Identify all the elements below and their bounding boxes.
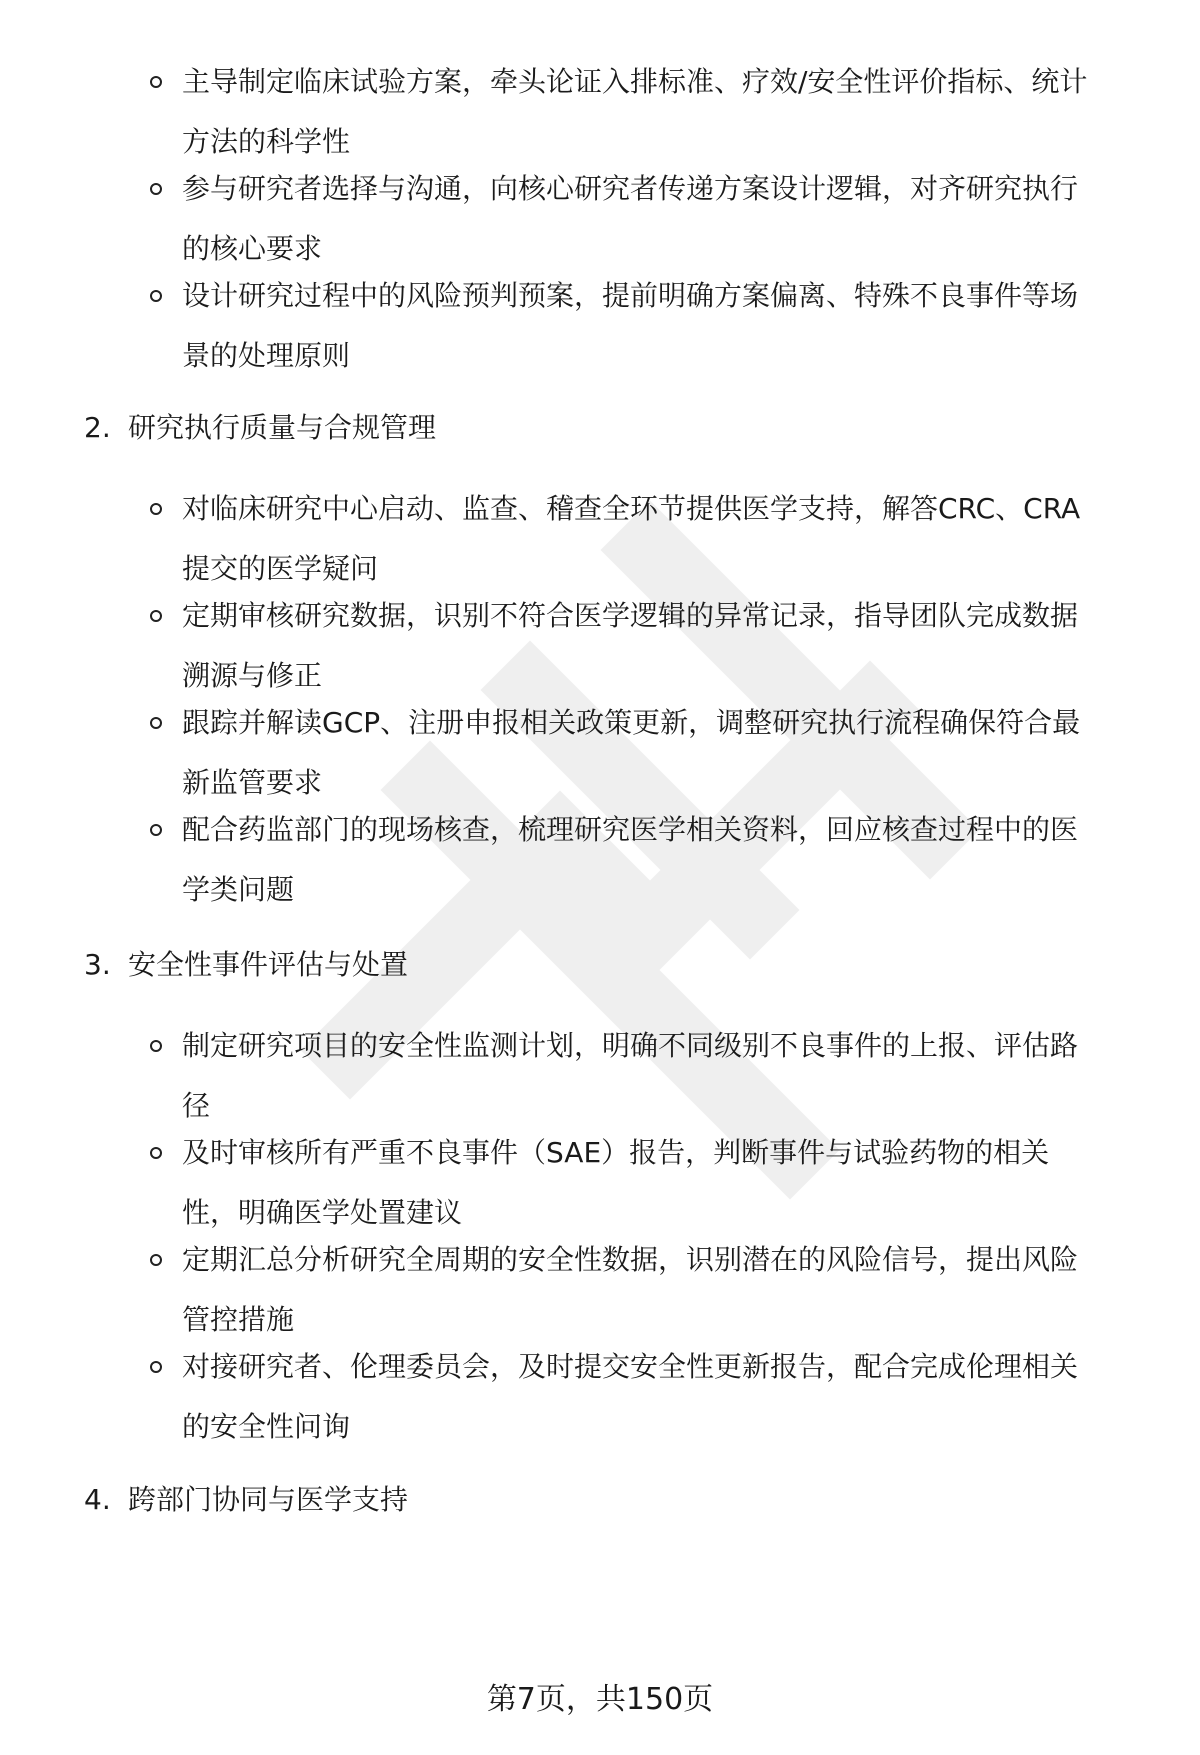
- section-heading: [84, 408, 436, 448]
- list-item: 制定研究项目的安全性监测计划，明确不同级别不良事件的上报、评估路 径: [182, 1029, 1079, 1122]
- list-item: 对临床研究中心启动、监查、稽查全环节提供医学支持，解答CRC、CRA 提交的医学疑问: [182, 492, 1081, 585]
- list-item: 定期汇总分析研究全周期的安全性数据，识别潜在的风险信号，提出风险 管控措施: [182, 1243, 1079, 1336]
- section-number: 3.: [84, 948, 111, 981]
- list-item: 及时审核所有严重不良事件（SAE）报告，判断事件与试验药物的相关 性，明确医学处置建议: [182, 1136, 1050, 1229]
- list-item: 跟踪并解读GCP、注册申报相关政策更新，调整研究执行流程确保符合最 新监管要求: [182, 706, 1081, 799]
- bullet-icon: [150, 76, 162, 88]
- bullet-icon: [150, 717, 162, 729]
- list-item: 参与研究者选择与沟通，向核心研究者传递方案设计逻辑，对齐研究执行 的核心要求: [182, 172, 1079, 265]
- bullet-icon: [150, 1254, 162, 1266]
- list-item: 定期审核研究数据，识别不符合医学逻辑的异常记录，指导团队完成数据 溯源与修正: [182, 599, 1079, 692]
- section-number: 2.: [84, 411, 111, 444]
- bullet-icon: [150, 503, 162, 515]
- bullet-icon: [150, 183, 162, 195]
- bullet-icon: [150, 290, 162, 302]
- bullet-icon: [150, 1361, 162, 1373]
- page-number: 第7页，共150页: [486, 1682, 714, 1717]
- section-number: 4.: [84, 1483, 111, 1516]
- list-item: 对接研究者、伦理委员会，及时提交安全性更新报告，配合完成伦理相关 的安全性问询: [182, 1350, 1079, 1443]
- bullet-icon: [150, 1040, 162, 1052]
- section-heading: [84, 1480, 408, 1520]
- section-title: 研究执行质量与合规管理: [128, 411, 437, 444]
- section-title: 安全性事件评估与处置: [128, 948, 409, 981]
- section-title: 跨部门协同与医学支持: [128, 1483, 409, 1516]
- list-item: 主导制定临床试验方案，牵头论证入排标准、疗效/安全性评价指标、统计 方法的科学性: [182, 65, 1088, 158]
- list-item: 设计研究过程中的风险预判预案，提前明确方案偏离、特殊不良事件等场 景的处理原则: [182, 279, 1079, 372]
- bullet-icon: [150, 1147, 162, 1159]
- list-item: 配合药监部门的现场核查，梳理研究医学相关资料，回应核查过程中的医 学类问题: [182, 813, 1079, 906]
- section-heading: [84, 945, 408, 985]
- bullet-icon: [150, 610, 162, 622]
- bullet-icon: [150, 824, 162, 836]
